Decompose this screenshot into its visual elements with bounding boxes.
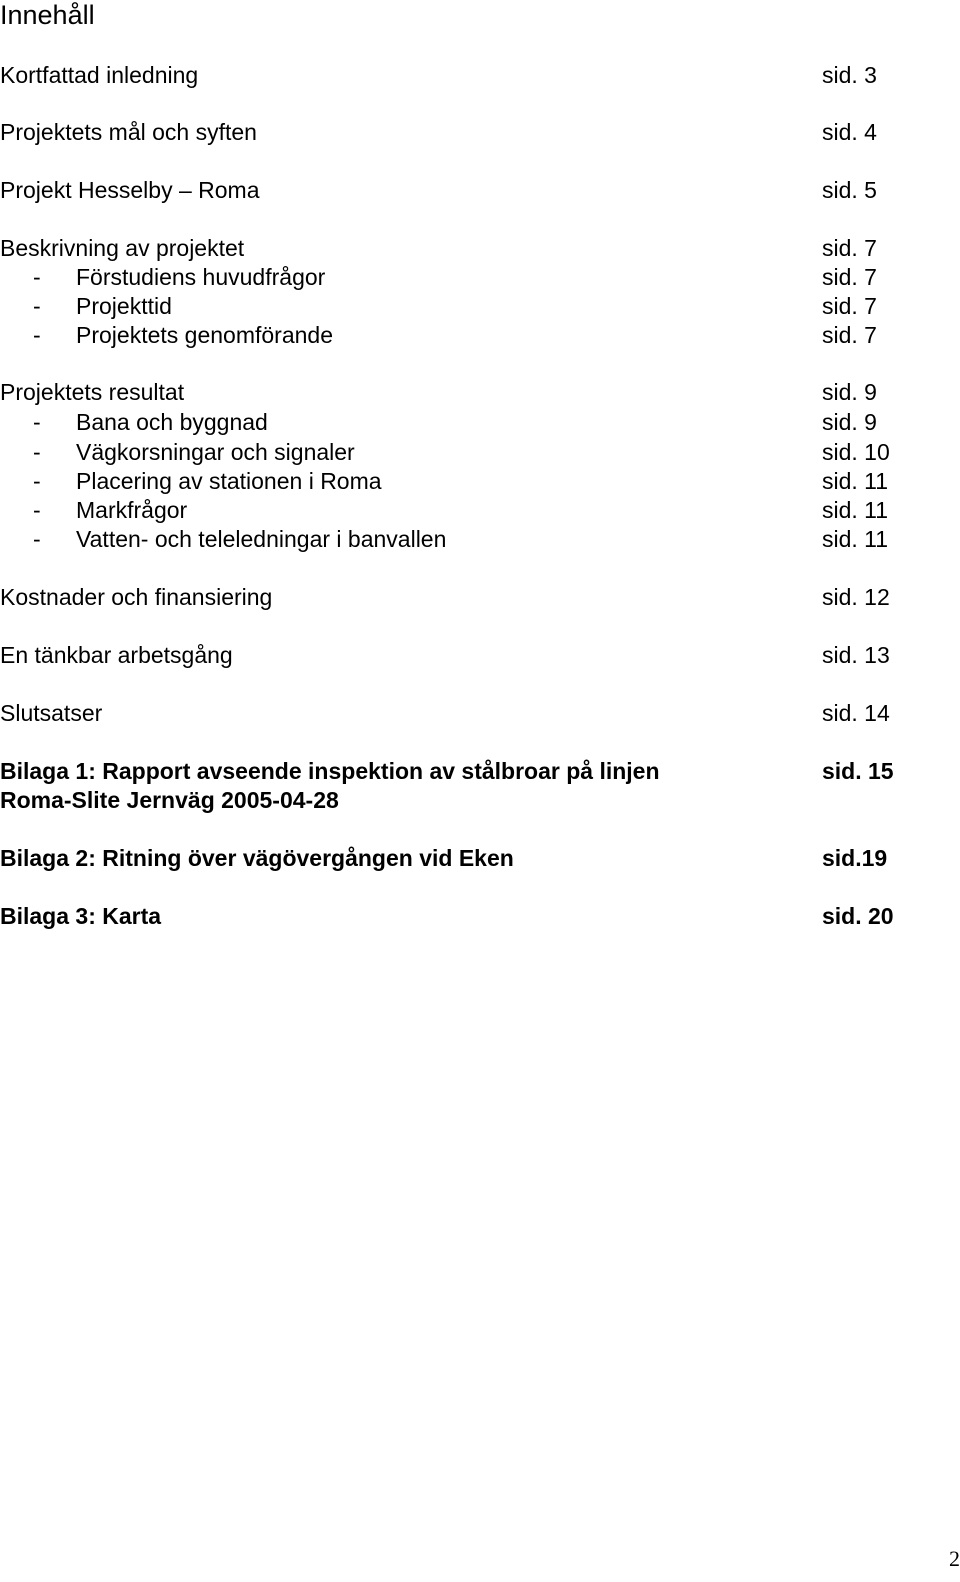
toc-entry-page: sid. 7 (822, 264, 877, 290)
toc-entry-kortfattad-inledning (0, 60, 960, 90)
toc-entry-beskrivning (0, 233, 960, 263)
toc-entry-bilaga-2 (0, 843, 960, 873)
toc-entry-page: sid. 3 (822, 62, 877, 88)
toc-entry-label: Vägkorsningar och signaler (76, 439, 355, 465)
toc-entry-en-tankbar-arbetsgang (0, 640, 960, 670)
toc-subentry-vatten-och-teleledningar (0, 524, 960, 554)
toc-entry-page: sid. 9 (822, 379, 877, 405)
list-dash: - (33, 468, 41, 494)
toc-subentry-projekttid (0, 291, 960, 321)
toc-entry-slutsatser (0, 698, 960, 728)
toc-entry-kostnader (0, 582, 960, 612)
toc-entry-label: Kortfattad inledning (0, 62, 199, 88)
toc-entry-label: Bana och byggnad (76, 409, 268, 435)
toc-entry-page: sid. 13 (822, 642, 890, 668)
toc-entry-page: sid. 12 (822, 584, 890, 610)
list-dash: - (33, 264, 41, 290)
toc-entry-label: Projekttid (76, 293, 172, 319)
toc-entry-label: Kostnader och finansiering (0, 584, 273, 610)
toc-subentry-forstudiens-huvudfragor (0, 262, 960, 292)
toc-entry-label: Placering av stationen i Roma (76, 468, 382, 494)
toc-entry-continuation: Roma-Slite Jernväg 2005-04-28 (0, 787, 339, 813)
toc-entry-page: sid. 7 (822, 293, 877, 319)
toc-entry-page: sid. 5 (822, 177, 877, 203)
toc-entry-page: sid. 15 (822, 758, 894, 784)
toc-entry-label: Projektets resultat (0, 379, 185, 405)
toc-entry-page: sid. 14 (822, 700, 890, 726)
toc-entry-page: sid. 7 (822, 322, 877, 348)
toc-subentry-markfragor (0, 495, 960, 525)
toc-entry-bilaga-3 (0, 901, 960, 931)
toc-entry-projektets-resultat (0, 377, 960, 407)
list-dash: - (33, 526, 41, 552)
list-dash: - (33, 322, 41, 348)
list-dash: - (33, 293, 41, 319)
toc-entry-bilaga-1 (0, 756, 960, 786)
toc-entry-label: Markfrågor (76, 497, 188, 523)
toc-entry-page: sid. 7 (822, 235, 877, 261)
toc-entry-label: Förstudiens huvudfrågor (76, 264, 326, 290)
toc-entry-label: Projektets genomförande (76, 322, 333, 348)
toc-subentry-bana-och-byggnad (0, 407, 960, 437)
toc-entry-label: Beskrivning av projektet (0, 235, 245, 261)
toc-entry-page: sid. 10 (822, 439, 890, 465)
list-dash: - (33, 409, 41, 435)
toc-subentry-projektets-genomforande (0, 320, 960, 350)
list-dash: - (33, 497, 41, 523)
toc-subentry-vagkorsningar (0, 437, 960, 467)
toc-entry-projekt-hesselby-roma (0, 175, 960, 205)
toc-entry-page: sid. 9 (822, 409, 877, 435)
toc-entry-projektets-mal (0, 117, 960, 147)
toc-entry-label: Vatten- och teleledningar i banvallen (76, 526, 447, 552)
toc-subentry-placering-av-stationen (0, 466, 960, 496)
toc-entry-page: sid. 11 (822, 468, 889, 494)
toc-entry-page: sid.19 (822, 845, 888, 871)
toc-entry-page: sid. 4 (822, 119, 877, 145)
toc-entry-page: sid. 11 (822, 526, 889, 552)
toc-entry-label: Slutsatser (0, 700, 103, 726)
toc-entry-label: Bilaga 2: Ritning över vägövergången vid Eken (0, 845, 514, 871)
toc-entry-label: Bilaga 3: Karta (0, 903, 162, 929)
toc-entry-label: Projektets mål och syften (0, 119, 257, 145)
page-number: 2 (949, 1546, 960, 1571)
toc-entry-label: En tänkbar arbetsgång (0, 642, 233, 668)
list-dash: - (33, 439, 41, 465)
page-title: Innehåll (0, 0, 95, 30)
toc-entry-page: sid. 20 (822, 903, 894, 929)
toc-entry-page: sid. 11 (822, 497, 889, 523)
toc-entry-label: Projekt Hesselby – Roma (0, 177, 260, 203)
toc-entry-label: Bilaga 1: Rapport avseende inspektion av stålbroar på linjen (0, 758, 660, 784)
